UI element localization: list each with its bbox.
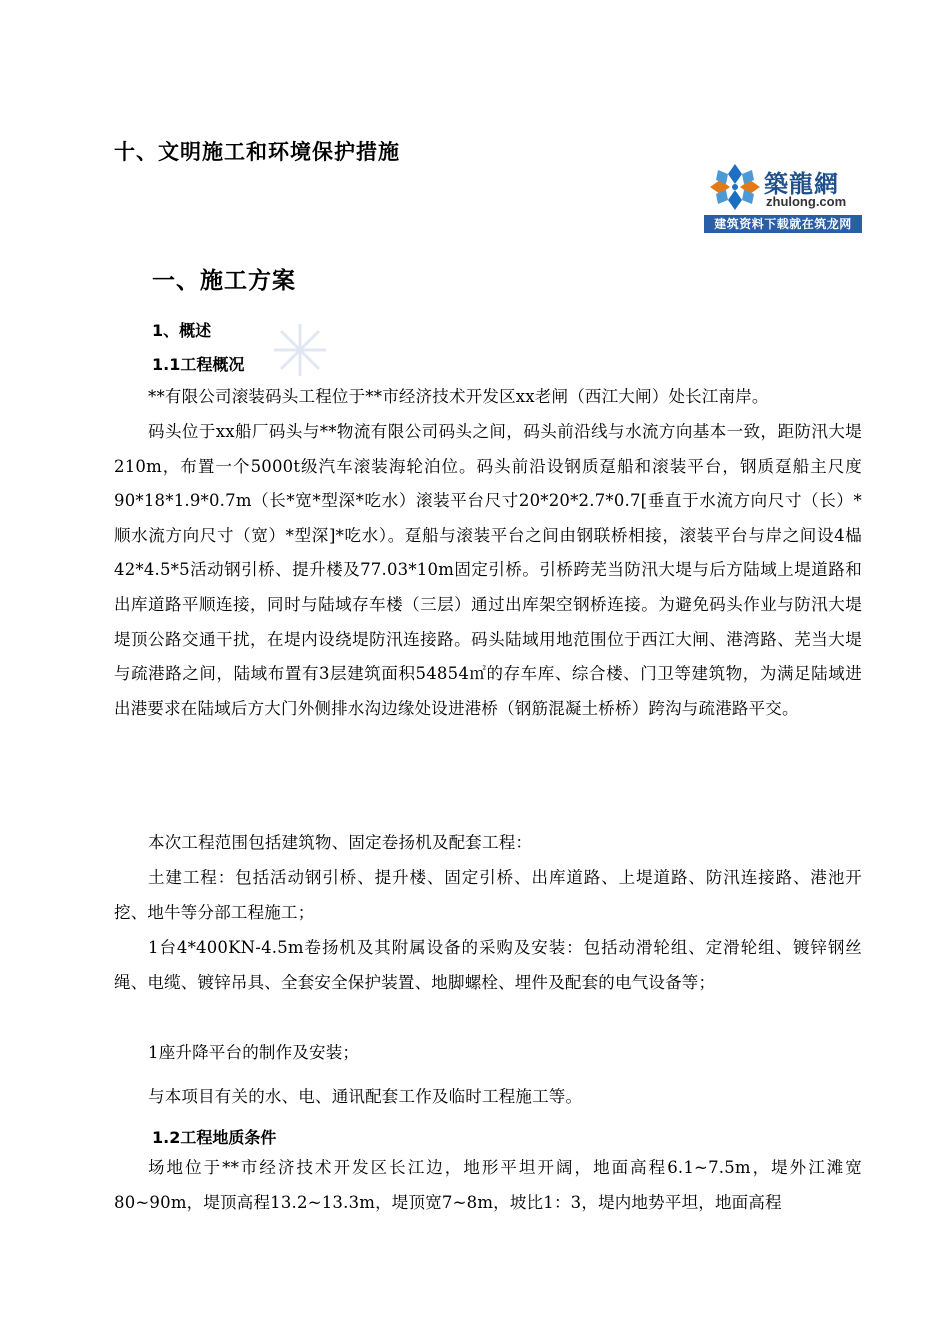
- paragraph-winch: 1台4*400KN-4.5m卷扬机及其附属设备的采购及安装：包括动滑轮组、定滑轮组、镀锌钢丝绳、电缆、镀锌吊具、全套安全保护装置、地脚螺栓、埋件及配套的电气设备等；: [114, 938, 862, 992]
- heading-geology: 1.2工程地质条件: [152, 1128, 277, 1147]
- paragraph-wharf-description: 码头位于xx船厂码头与**物流有限公司码头之间，码头前沿线与水流方向基本一致，距防汛大堤210m，布置一个5000t级汽车滚装海轮泊位。码头前沿设钢质趸船和滚装平台，钢质趸船主尺度90*18*1.9*0.7m（长*宽*型深*吃水）滚装平台尺寸20*20*2.7*0.7[垂直于水流方向尺寸（长）*顺水流方向尺寸（宽）*型深]*吃水）。趸船与滚装平台之间由钢联桥相接，滚装平台与岸之间设4榀42*4.5*5活动钢引桥、提升楼及77.03*10m固定引桥。引桥跨芜当防汛大堤与后方陆域上堤道路和出库道路平顺连接，同时与陆域存车楼（三层）通过出库架空钢桥连接。为避免码头作业与防汛大堤堤顶公路交通干扰，在堤内设绕堤防汛连接路。码头陆域用地范围位于西江大闸、港湾路、芜当大堤与疏港路之间，陆域布置有3层建筑面积54854㎡的存车库、综合楼、门卫等建筑物，为满足陆域进出港要求在陆域后方大门外侧排水沟边缘处设进港桥（钢筋混凝土桥桥）跨沟与疏港路平交。: [114, 422, 862, 718]
- paragraph-site-conditions: 场地位于**市经济技术开发区长江边，地形平坦开阔，地面高程6.1~7.5m，堤外江滩宽80~90m，堤顶高程13.2~13.3m，堤顶宽7~8m，坡比1：3，堤内地势平坦，地面高程: [114, 1158, 862, 1212]
- logo-slogan: 建筑资料下载就在筑龙网: [704, 215, 862, 233]
- section-title: 一、施工方案: [152, 268, 296, 294]
- watermark-snowflake-icon: [270, 320, 330, 380]
- zhulong-logo: [704, 160, 862, 232]
- paragraph-utilities: 与本项目有关的水、电、通讯配套工作及临时工程施工等。: [148, 1087, 583, 1106]
- paragraph-civil-works: 土建工程：包括活动钢引桥、提升楼、固定引桥、出库道路、上堤道路、防汛连接路、港池开挖、地牛等分部工程施工；: [114, 868, 862, 922]
- logo-name-cn: 築龍網: [764, 170, 839, 198]
- heading-overview: 1、概述: [152, 321, 212, 340]
- paragraph-location: **有限公司滚装码头工程位于**市经济技术开发区xx老闸（西江大闸）处长江南岸。: [148, 387, 769, 406]
- heading-project-overview: 1.1工程概况: [152, 355, 245, 374]
- logo-domain: zhulong.com: [766, 194, 847, 209]
- paragraph-lift-platform: 1座升降平台的制作及安装；: [148, 1043, 360, 1062]
- chapter-title: 十、文明施工和环境保护措施: [114, 140, 400, 164]
- paragraph-scope-intro: 本次工程范围包括建筑物、固定卷扬机及配套工程：: [148, 833, 533, 852]
- snowflake-logo-icon: [708, 162, 762, 212]
